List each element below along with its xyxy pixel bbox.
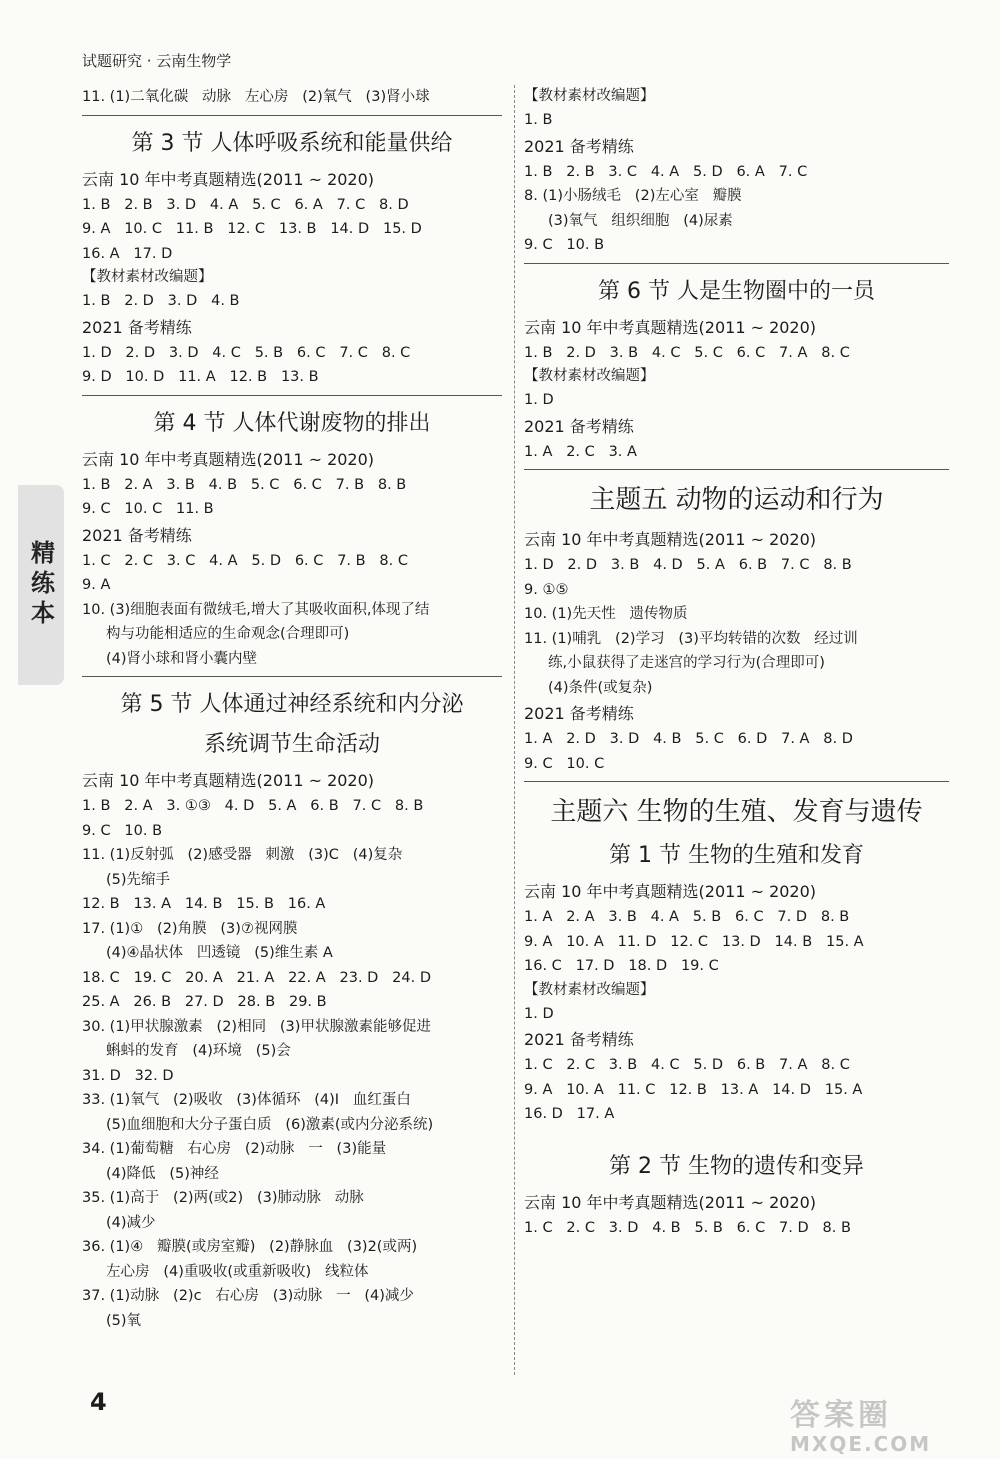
section-rule: [524, 469, 949, 470]
answer-line: 1. D: [524, 392, 554, 408]
answer-line: 1. D 2. D 3. D 4. C 5. B 6. C 7. C 8. C: [82, 344, 411, 361]
subheading: 2021 备考精练: [524, 1030, 634, 1049]
answer-line: 10. (1)先天性 遗传物质: [524, 606, 688, 622]
answer-line: 11. (1)反射弧 (2)感受器 刺激 (3)C (4)复杂: [82, 847, 403, 863]
answer-line: (5)先缩手: [106, 871, 171, 888]
answer-line: 1. C 2. C 3. C 4. A 5. D 6. C 7. B 8. C: [82, 552, 408, 569]
answer-list: [82, 794, 502, 1333]
answer-line: 9. A 10. C 11. B 12. C 13. B 14. D 15. D: [82, 221, 422, 237]
answer-line: 9. C 10. B: [524, 237, 605, 253]
answer-line: 8. (1)小肠绒毛 (2)左心室 瓣膜: [524, 188, 742, 204]
watermark-line: 答案圈: [790, 1398, 892, 1433]
answer-line: 37. (1)动脉 (2)c 右心房 (3)动脉 一 (4)减少: [82, 1288, 414, 1304]
answer-line: 25. A 26. B 27. D 28. B 29. B: [82, 994, 327, 1010]
bracket-tag: 【教材素材改编题】: [82, 269, 213, 285]
answer-line: 1. B 2. D 3. B 4. C 5. C 6. C 7. A 8. C: [524, 344, 850, 361]
subheading: 云南 10 年中考真题精选(2011 ~ 2020): [82, 169, 375, 189]
subheading: 2021 备考精练: [82, 525, 192, 545]
subheading: 云南 10 年中考真题精选(2011 ~ 2020): [524, 530, 817, 549]
right-column: [524, 85, 949, 1240]
answer-line: 9. A 10. A 11. C 12. B 13. A 14. D 15. A: [524, 1081, 863, 1098]
answer-line: 9. C 10. C 11. B: [82, 501, 214, 517]
answer-line: (4)减少: [106, 1214, 156, 1231]
answer-line: 9. ①⑤: [524, 581, 569, 598]
answer-line: 1. B 2. D 3. D 4. B: [82, 293, 240, 309]
answer-line: 35. (1)高于 (2)两(或2) (3)肺动脉 动脉: [82, 1190, 364, 1206]
answer-line: 9. C 10. B: [82, 822, 163, 839]
answer-line: 1. D: [524, 1005, 554, 1022]
answer-line: 36. (1)④ 瓣膜(或房室瓣) (2)静脉血 (3)2(或两): [82, 1239, 418, 1255]
answer-line: (5)氧: [106, 1312, 142, 1329]
running-header: 试题研究 · 云南生物学: [82, 52, 232, 70]
answer-line: 18. C 19. C 20. A 21. A 22. A 23. D 24. D: [82, 969, 431, 986]
answer-line: 11. (1)二氧化碳 动脉 左心房 (2)氧气 (3)肾小球: [82, 89, 430, 105]
answer-line: 1. B: [524, 112, 553, 128]
answer-line: (4)肾小球和肾小囊内壁: [106, 650, 258, 667]
side-tab: [18, 485, 64, 685]
page-number: 4: [90, 1388, 107, 1416]
spacer: [524, 1127, 949, 1139]
section-title: 第 2 节 生物的遗传和变异: [609, 1153, 864, 1179]
bracket-tag: 【教材素材改编题】: [524, 88, 655, 104]
answer-line: (4)条件(或复杂): [548, 679, 653, 696]
answer-line: 构与功能相适应的生命观念(合理即可): [106, 626, 350, 642]
section-title: 第 3 节 人体呼吸系统和能量供给: [131, 130, 453, 156]
answer-line: 9. A 10. A 11. D 12. C 13. D 14. B 15. A: [524, 933, 864, 950]
section-rule: [524, 781, 949, 782]
answer-line: 16. D 17. A: [524, 1106, 615, 1122]
answer-line: 16. A 17. D: [82, 245, 173, 262]
answer-line: 1. A 2. D 3. D 4. B 5. C 6. D 7. A 8. D: [524, 731, 853, 747]
answer-line: 练,小鼠获得了走迷宫的学习行为(合理即可): [548, 655, 825, 671]
section-title: 第 4 节 人体代谢废物的排出: [153, 410, 431, 436]
column-divider: [514, 85, 515, 1375]
subheading: 云南 10 年中考真题精选(2011 ~ 2020): [524, 317, 817, 337]
topic-title: 主题五 动物的运动和行为: [589, 485, 884, 515]
section-title: 第 5 节 人体通过神经系统和内分泌: [120, 692, 464, 717]
answer-line: 34. (1)葡萄糖 右心房 (2)动脉 一 (3)能量: [82, 1141, 387, 1157]
left-column: [82, 85, 502, 1333]
answer-line: 16. C 17. D 18. D 19. C: [524, 958, 719, 974]
topic-title: 主题六 生物的生殖、发育与遗传: [550, 797, 923, 827]
answer-line: 17. (1)① (2)角膜 (3)⑦视网膜: [82, 920, 298, 937]
answer-line: (4)④晶状体 凹透镜 (5)维生素 A: [106, 945, 333, 961]
section-rule: [82, 395, 502, 396]
answer-line: 12. B 13. A 14. B 15. B 16. A: [82, 896, 326, 912]
subheading: 云南 10 年中考真题精选(2011 ~ 2020): [82, 771, 375, 790]
bracket-tag: 【教材素材改编题】: [524, 368, 655, 384]
subheading: 2021 备考精练: [524, 136, 634, 156]
answer-line: 9. D 10. D 11. A 12. B 13. B: [82, 369, 319, 385]
answer-line: 1. B 2. A 3. ①③ 4. D 5. A 6. B 7. C 8. B: [82, 798, 424, 814]
answer-line: (4)降低 (5)神经: [106, 1165, 219, 1182]
watermark: [790, 1390, 980, 1456]
subheading: 云南 10 年中考真题精选(2011 ~ 2020): [524, 882, 817, 901]
answer-line: 9. C 10. C: [524, 755, 605, 772]
subheading: 2021 备考精练: [82, 317, 192, 337]
answer-line: 1. A 2. A 3. B 4. A 5. B 6. C 7. D 8. B: [524, 909, 850, 925]
answer-line: 9. A: [82, 577, 111, 593]
section-title: 第 6 节 人是生物圈中的一员: [598, 278, 875, 304]
answer-line: 1. D 2. D 3. B 4. D 5. A 6. B 7. C 8. B: [524, 557, 852, 573]
answer-line: (5)血细胞和大分子蛋白质 (6)激素(或内分泌系统): [106, 1116, 434, 1133]
section-title: 系统调节生命活动: [203, 732, 380, 757]
section-rule: [82, 676, 502, 677]
answer-line: 33. (1)氧气 (2)吸收 (3)体循环 (4)Ⅰ 血红蛋白: [82, 1092, 411, 1108]
answer-line: 10. (3)细胞表面有微绒毛,增大了其吸收面积,体现了结: [82, 601, 430, 618]
answer-line: 1. B 2. B 3. C 4. A 5. D 6. A 7. C: [524, 163, 808, 180]
answer-line: 11. (1)哺乳 (2)学习 (3)平均转错的次数 经过训: [524, 630, 858, 647]
side-tab-label: 精练本: [26, 540, 55, 630]
bracket-tag: 【教材素材改编题】: [524, 981, 655, 998]
answer-line: 1. A 2. C 3. A: [524, 443, 637, 460]
answer-line: 1. C 2. C 3. B 4. C 5. D 6. B 7. A 8. C: [524, 1057, 850, 1073]
subheading: 云南 10 年中考真题精选(2011 ~ 2020): [82, 449, 375, 469]
subheading: 云南 10 年中考真题精选(2011 ~ 2020): [524, 1192, 817, 1212]
section-rule: [524, 263, 949, 264]
answer-line: 1. C 2. C 3. D 4. B 5. B 6. C 7. D 8. B: [524, 1219, 851, 1236]
subheading: 2021 备考精练: [524, 416, 634, 436]
answer-line: 1. B 2. A 3. B 4. B 5. C 6. C 7. B 8. B: [82, 476, 407, 493]
answer-line: 30. (1)甲状腺激素 (2)相同 (3)甲状腺激素能够促进: [82, 1018, 431, 1035]
answer-line: 1. B 2. B 3. D 4. A 5. C 6. A 7. C 8. D: [82, 196, 409, 213]
answer-line: (3)氧气 组织细胞 (4)尿素: [548, 212, 733, 229]
answer-line: 31. D 32. D: [82, 1067, 174, 1084]
answer-line: 蝌蚪的发育 (4)环境 (5)会: [106, 1043, 291, 1059]
answer-line: 左心房 (4)重吸收(或重新吸收) 线粒体: [106, 1263, 369, 1280]
section-title: 第 1 节 生物的生殖和发育: [609, 843, 864, 868]
watermark-line: MXQE.COM: [790, 1432, 932, 1456]
section-rule: [82, 115, 502, 116]
subheading: 2021 备考精练: [524, 704, 634, 723]
